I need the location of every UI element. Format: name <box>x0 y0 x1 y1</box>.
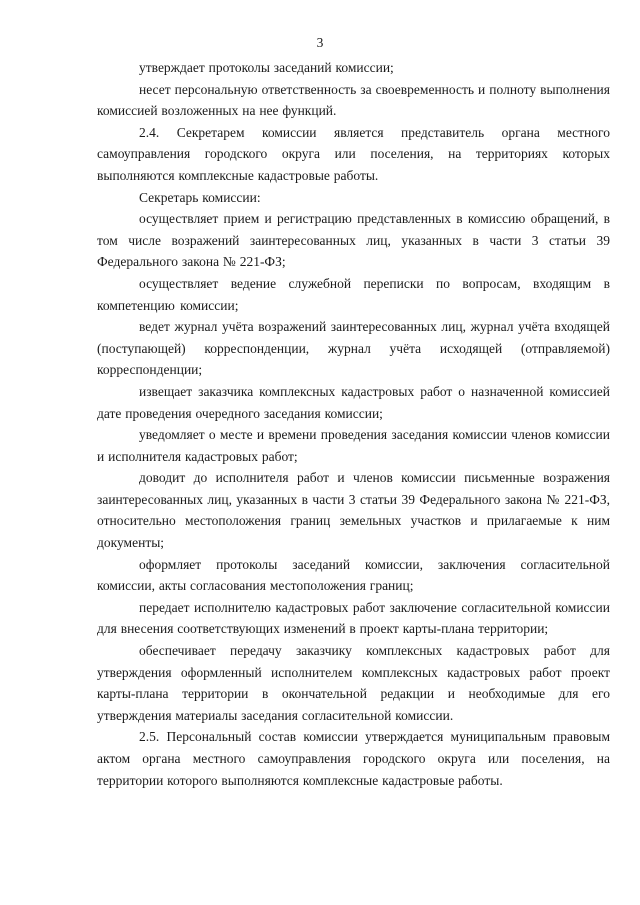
paragraph-transfers-conclusion: передает исполнителю кадастровых работ заключение согласительной комиссии для внесения соответствующих изменений в проект карты-плана территории; <box>97 599 610 637</box>
paragraph-section-2-4: 2.4. Секретарем комиссии является представитель органа местного самоуправления городского округа или поселения, на территориях которых выполняются комплексные кадастровые работы. <box>97 124 610 183</box>
paragraph-notifies-customer: извещает заказчика комплексных кадастровых работ о назначенной комиссией дате проведения очередного заседания комиссии; <box>97 383 610 421</box>
paragraph-draws-up-protocols: оформляет протоколы заседаний комиссии, заключения согласительной комиссии, акты согласования местоположения границ; <box>97 556 610 594</box>
paragraph-notifies-members: уведомляет о месте и времени проведения заседания комиссии членов комиссии и исполнителя кадастровых работ; <box>97 427 610 464</box>
paragraph-correspondence: осуществляет ведение служебной переписки по вопросам, входящим в компетенцию комиссии; <box>97 275 610 313</box>
paragraph-journals: ведет журнал учёта возражений заинтересованных лиц, журнал учёта входящей (поступающей) корреспонденции, журнал учёта исходящей (отправляемой) корреспонденции; <box>97 319 610 378</box>
paragraph-personal-responsibility: несет персональную ответственность за своевременность и полноту выполнения комиссией возложенных на нее функций. <box>97 81 610 119</box>
page-number: 3 <box>316 35 324 50</box>
document-body <box>97 57 610 791</box>
paragraph-delivers-objections: доводит до исполнителя работ и членов комиссии письменные возражения заинтересованных лиц, указанных в части 3 статьи 39 Федерального закона № 221-ФЗ, относительно местоположения границ земельных участков и прилагаемые к ним документы; <box>97 470 610 551</box>
paragraph-ensures-transfer: обеспечивает передачу заказчику комплексных кадастровых работ для утверждения оформленный исполнителем комплексных кадастровых работ проект карты-плана территории в окончательной редакции и необходимые для его утверждения материалы заседания согласительной комиссии. <box>97 643 610 723</box>
paragraph-receives-registers: осуществляет прием и регистрацию представленных в комиссию обращений, в том числе возражений заинтересованных лиц, указанных в части 3 статьи 39 Федерального закона № 221-ФЗ; <box>97 211 610 270</box>
paragraph-secretary-heading: Секретарь комиссии: <box>139 189 261 205</box>
paragraph-approves-protocols: утверждает протоколы заседаний комиссии; <box>139 60 394 75</box>
paragraph-section-2-5: 2.5. Персональный состав комиссии утверждается муниципальным правовым актом органа местного самоуправления городского округа или поселения, на территории которого выполняются комплексные кадастровые работы. <box>97 729 610 788</box>
